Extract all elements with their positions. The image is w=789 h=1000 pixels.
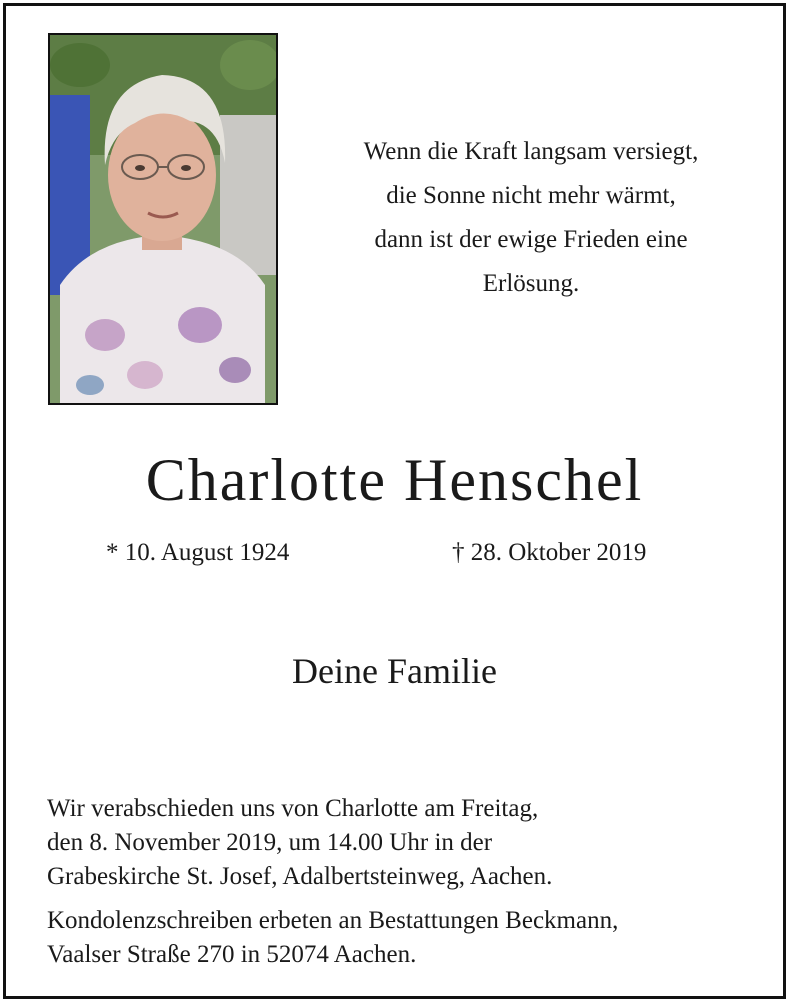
condolence-info — [47, 904, 618, 972]
service-line: Grabeskirche St. Josef, Adalbertsteinweg, Aachen. — [47, 863, 553, 890]
poem-line: dann ist der ewige Frieden eine — [374, 226, 688, 253]
service-line: den 8. November 2019, um 14.00 Uhr in der — [47, 829, 493, 856]
poem-line: Erlösung. — [482, 270, 580, 297]
birth-date: * 10. August 1924 — [106, 539, 290, 566]
service-info — [47, 792, 552, 894]
death-date: † 28. Oktober 2019 — [452, 539, 647, 566]
condolence-line: Vaalser Straße 270 in 52074 Aachen. — [47, 941, 417, 968]
service-line: Wir verabschieden uns von Charlotte am Freitag, — [47, 795, 539, 822]
condolence-line: Kondolenzschreiben erbeten an Bestattungen Beckmann, — [47, 907, 619, 934]
obituary-frame — [3, 3, 786, 999]
portrait-photo — [48, 33, 278, 405]
portrait-photo-icon — [50, 35, 276, 403]
poem — [301, 130, 761, 306]
poem-line: die Sonne nicht mehr wärmt, — [386, 182, 676, 209]
deceased-name: Charlotte Henschel — [145, 447, 644, 513]
poem-line: Wenn die Kraft langsam versiegt, — [363, 138, 699, 165]
family-signature: Deine Familie — [292, 651, 497, 691]
